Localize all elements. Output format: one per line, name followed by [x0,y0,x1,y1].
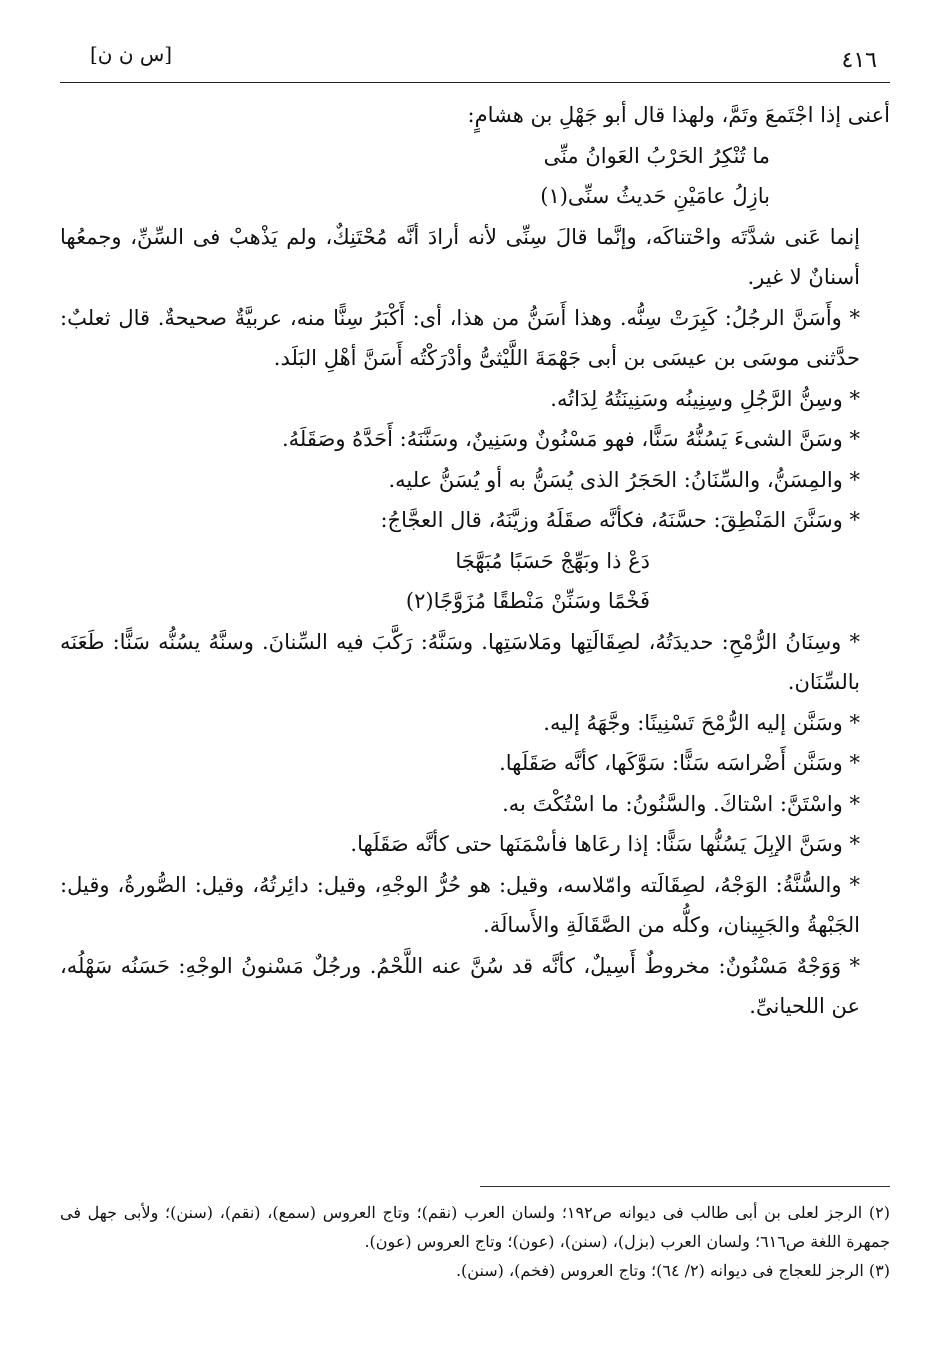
entry-paragraph: * وسَنَّ الشىءَ يَسُنُّهُ سَنًّا، فهو مَسْنُونٌ وسَنِينٌ، وسَنَّنَهُ: أَحَدَّهُ وصَقَلَهُ. [281,427,860,451]
paragraph: إنما عَنى شدَّتَه واحْتناكَه، وإنَّما قالَ سِنِّى لأنه أرادَ أنَّه مُحْتَنِكٌ، ولم يَذْهبْ فى السِّنِّ، وجمعُها أسنانٌ لا غير. [60,224,860,289]
page-number: ٤١٦ [841,48,877,73]
verse-line: بازِلُ عامَيْنِ حَديثُ سنِّى(١) [540,184,770,208]
entry-paragraph: * والمِسَنُّ، والسِّنَانُ: الحَجَرُ الذى يُسَنُّ به أو يُسَنُّ عليه. [388,467,860,492]
footnotes [60,1198,890,1285]
verse-line: دَعْ ذا وبَهِّجْ حَسَبًا مُبَهَّجَا [455,548,650,573]
entry-paragraph: * وسَنَّنَ المَنْطِقَ: حسَّنَهُ، فكأنَّه صقَلَهُ وزيَّنَهُ، قال العجَّاجُ: [380,508,860,532]
entry-paragraph: * وَوَجْهٌ مَسْنُونٌ: مخروطٌ أَسِيلٌ، كأنَّه قد سُنَّ عنه اللَّحْمُ. ورجُلٌ مَسْنونُ الوجْهِ: حَسَنُه سَهْلُه، عن اللحيانىِّ. [60,953,860,1018]
entry-paragraph: * واسْتَنَّ: اسْتاكَ. والسَّنُونُ: ما اسْتُكْتَ به. [502,791,860,816]
entry-paragraph: * وسَنَّن إليه الرُّمْحَ تَسْنِينًا: وجَّهَهُ إليه. [543,710,860,735]
entry-paragraph: * وسِنُّ الرَّجُلِ وسِنِينُه وسَنِينَتُهُ لِدَاتُه. [550,386,860,411]
footnote-divider [480,1186,890,1187]
page-header [60,38,885,78]
entry-paragraph: * وسِنَانُ الرُّمْحِ: حديدَتُهُ، لصِقَالَتِها ومَلاسَتِها. وسَنَّهُ: رَكَّبَ فيه السِّنانَ. وسنَّهُ يسُنُّه سَنًّا: طَعَنَه بالسِّنَان. [60,629,860,694]
entry-paragraph: * والسُّنَّةُ: الوَجْهُ، لصِقَالَته وامّلاسه، وقيل: هو حُرُّ الوجْهِ، وقيل: دائِرتُهُ، وقيل: الصُّورةُ، وقيل: الجَبْهةُ والجَبِينان، وكلُّه من الصَّقَالَةِ والأَسالَة. [60,872,860,937]
main-text [60,95,890,1027]
footnote: (٢) الرجز لعلى بن أبى طالب فى ديوانه ص١٩٢؛ ولسان العرب (نقم)؛ وتاج العروس (سمع)، (نقم)، (سنن)؛ ولأبى جهل فى جمهرة اللغة ص٦١٦؛ ولسان العرب (بزل)، (سنن)، (عون)؛ وتاج العروس (عون). [60,1203,891,1251]
entry-paragraph: * وسَنَّن أَضْراسَه سَنًّا: سَوَّكَها، كأنَّه صَقَلَها. [499,751,860,775]
verse-line: فَخْمًا وسَنِّنْ مَنْطقًا مُزَوَّجًا(٢) [405,589,650,613]
footnote: (٣) الرجز للعجاج فى ديوانه (٢/ ٦٤)؛ وتاج العروس (فخم)، (سنن). [455,1261,890,1280]
paragraph: أعنى إذا اجْتَمعَ وتَمَّ، ولهذا قال أبو جَهْلِ بن هشامٍ: [467,103,890,127]
root-letters-heading: [س ن ن] [90,42,173,66]
entry-paragraph: * وسَنَّ الإبِلَ يَسُنُّها سَنًّا: إذا رعَاها فأسْمَنَها حتى كأنَّه صَقَلَها. [350,832,860,856]
entry-paragraph: * وأَسَنَّ الرجُلُ: كَبِرَتْ سِنُّه. وهذا أَسَنُّ من هذا، أى: أَكْبَرُ سِنًّا منه، عربيَّةٌ صحيحةٌ. قال ثعلبٌ: حدَّثنى موسَى بن عيسَى بن أبى جَهْمَةَ اللَّيْثىُّ وأدْرَكْتُه أَسَنَّ أهْلِ البَلَد. [60,305,860,370]
header-divider [60,82,890,83]
verse-line: ما تُنْكِرُ الحَرْبُ العَوانُ منِّى [543,143,770,168]
